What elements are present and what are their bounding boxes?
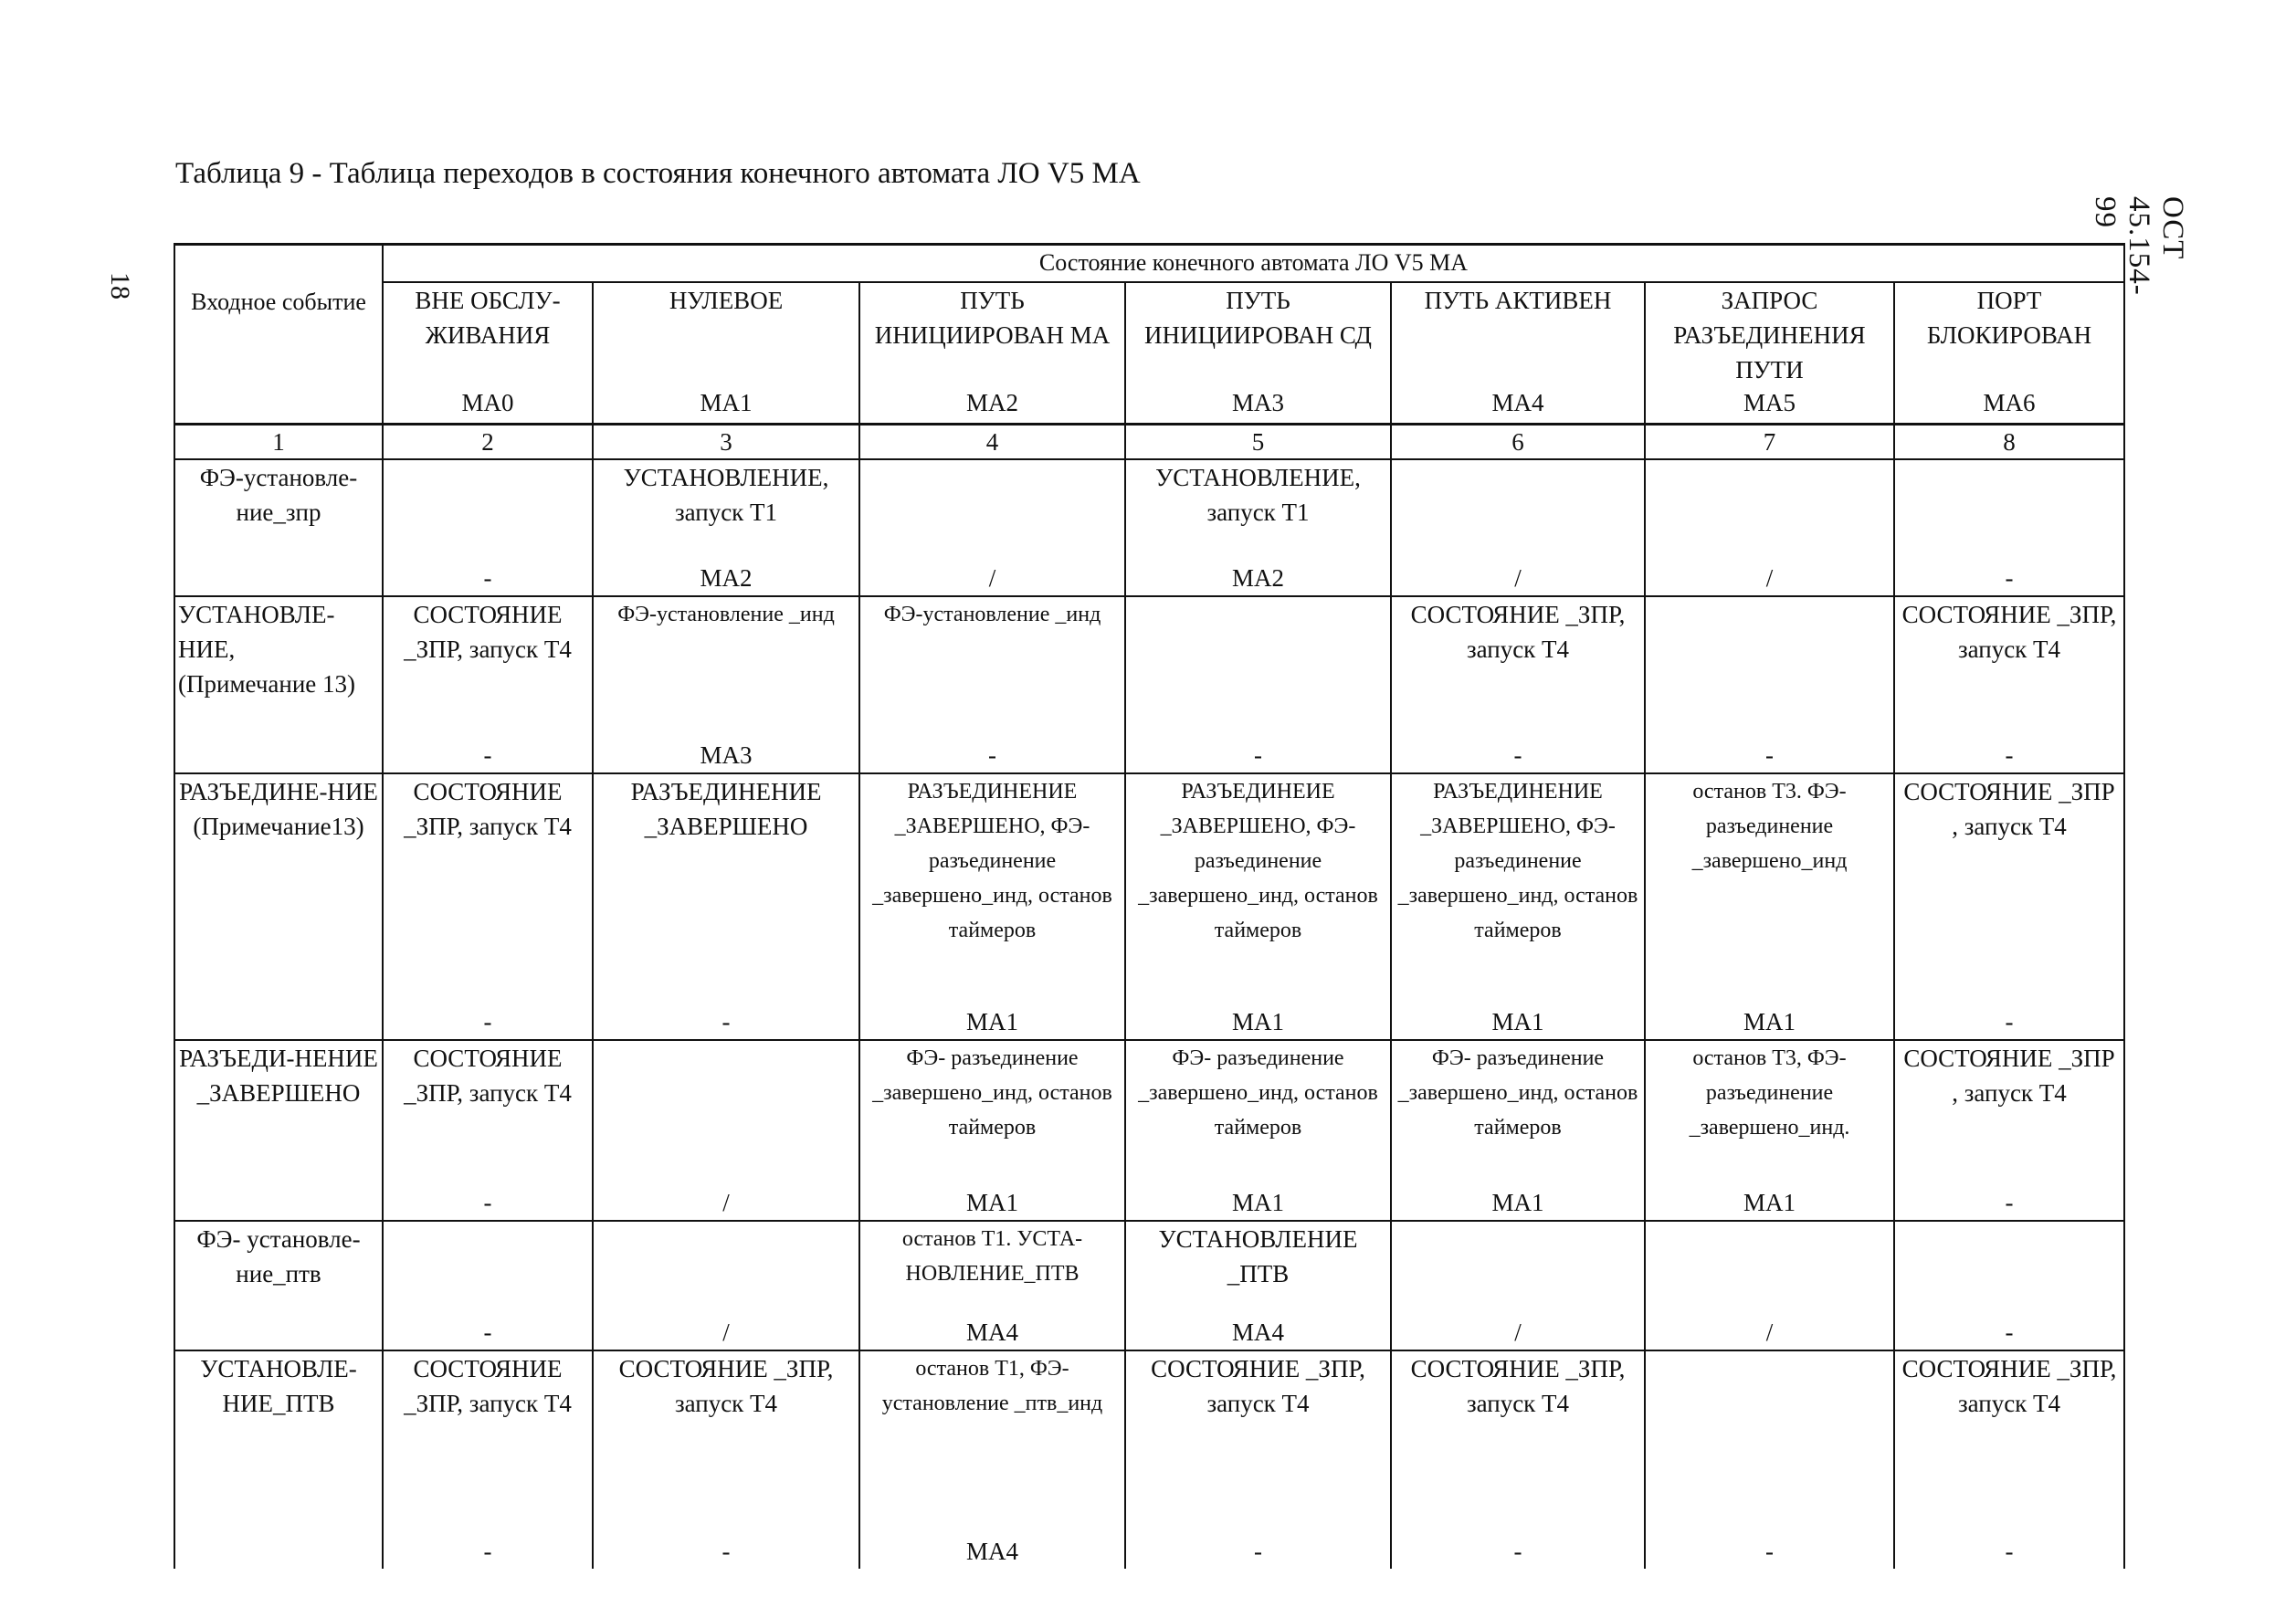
- cell-next-state: -: [1765, 1538, 1774, 1565]
- cell-action: останов Т3. ФЭ- разъединение _завершено_инд: [1691, 780, 1848, 873]
- cell-action: СОСТОЯНИЕ _ЗПР, запуск Т4: [404, 1045, 572, 1107]
- input-event: УСТАНОВЛЕ-НИЕ, (Примечание 13): [174, 596, 383, 773]
- transition-cell: [1125, 773, 1391, 1040]
- cell-action: останов Т3, ФЭ-разъединение _завершено_инд.: [1689, 1046, 1850, 1140]
- transition-cell: [1125, 596, 1391, 773]
- transition-cell: [1645, 1221, 1894, 1350]
- cell-next-state: МА1: [1491, 1189, 1544, 1216]
- cell-next-state: -: [483, 741, 492, 769]
- table-row: [174, 1350, 2124, 1569]
- transition-cell: [859, 1221, 1125, 1350]
- cell-action: УСТАНОВЛЕНИЕ, запуск Т1: [623, 464, 829, 526]
- column-number: 3: [593, 425, 859, 460]
- cell-next-state: -: [1765, 741, 1774, 769]
- state-title: НУЛЕВОЕ: [669, 286, 784, 314]
- cell-next-state: -: [721, 1008, 731, 1035]
- cell-next-state: МА1: [1743, 1008, 1796, 1035]
- cell-next-state: -: [1513, 741, 1522, 769]
- cell-action: останов Т1. УСТА-НОВЛЕНИЕ_ПТВ: [901, 1227, 1083, 1286]
- transition-cell: [1645, 1040, 1894, 1221]
- cell-action: РАЗЪЕДИНЕНИЕ _ЗАВЕРШЕНО, ФЭ- разъединение _завершено_инд, останов таймеров: [1397, 780, 1638, 942]
- cell-next-state: МА3: [700, 741, 753, 769]
- state-column-header: [1645, 282, 1894, 425]
- table-row: [174, 773, 2124, 1040]
- state-column-header: [593, 282, 859, 425]
- transition-table: [174, 243, 2125, 1569]
- transition-cell: [593, 596, 859, 773]
- cell-action: СОСТОЯНИЕ _ЗПР, запуск Т4: [1901, 1355, 2117, 1417]
- transition-cell: [859, 459, 1125, 596]
- transition-cell: [593, 1040, 859, 1221]
- cell-next-state: /: [1514, 564, 1522, 592]
- cell-action: останов Т1, ФЭ-установление _птв_инд: [881, 1357, 1103, 1415]
- transition-cell: [593, 773, 859, 1040]
- cell-next-state: -: [988, 741, 996, 769]
- cell-action: ФЭ- разъединение _завершено_инд, останов таймеров: [1138, 1046, 1378, 1140]
- cell-action: СОСТОЯНИЕ _ЗПР, запуск Т4: [404, 1355, 572, 1417]
- transition-cell: [1391, 1221, 1645, 1350]
- cell-action: СОСТОЯНИЕ _ЗПР , запуск Т4: [1903, 778, 2115, 840]
- state-title: ПОРТ БЛОКИРОВАН: [1926, 286, 2092, 349]
- cell-next-state: /: [1765, 564, 1774, 592]
- state-code: МА5: [1743, 388, 1796, 416]
- transition-cell: [1645, 1350, 1894, 1569]
- cell-next-state: /: [1514, 1319, 1522, 1346]
- transition-cell: [1391, 1040, 1645, 1221]
- cell-next-state: МА4: [965, 1319, 1018, 1346]
- cell-next-state: -: [483, 1319, 492, 1346]
- transition-cell: [593, 459, 859, 596]
- transition-cell: [1894, 1040, 2124, 1221]
- transition-cell: [1894, 459, 2124, 596]
- transition-cell: [383, 1040, 593, 1221]
- transition-cell: [859, 1040, 1125, 1221]
- cell-next-state: -: [2005, 1189, 2014, 1216]
- state-column-header: [383, 282, 593, 425]
- cell-action: СОСТОЯНИЕ _ЗПР, запуск Т4: [1410, 1355, 1626, 1417]
- input-event-header: Входное событие: [174, 245, 383, 425]
- input-event: ФЭ-установле-ние_зпр: [174, 459, 383, 596]
- column-number: 5: [1125, 425, 1391, 460]
- table-row: [174, 1040, 2124, 1221]
- transition-cell: [1391, 773, 1645, 1040]
- transition-cell: [859, 773, 1125, 1040]
- cell-next-state: МА1: [1491, 1008, 1544, 1035]
- cell-next-state: -: [2005, 1319, 2014, 1346]
- cell-next-state: -: [483, 564, 492, 592]
- transition-cell: [593, 1221, 859, 1350]
- state-title: ПУТЬ ИНИЦИИРОВАН СД: [1144, 286, 1372, 349]
- cell-next-state: -: [483, 1538, 492, 1565]
- table-row: [174, 459, 2124, 596]
- cell-next-state: -: [721, 1538, 731, 1565]
- cell-action: СОСТОЯНИЕ _ЗПР, запуск Т4: [1901, 601, 2117, 663]
- transition-cell: [1125, 1040, 1391, 1221]
- transition-cell: [1645, 459, 1894, 596]
- input-event: ФЭ- установле-ние_птв: [174, 1221, 383, 1350]
- cell-next-state: /: [988, 564, 996, 592]
- transition-cell: [383, 773, 593, 1040]
- cell-next-state: -: [1254, 741, 1262, 769]
- column-number: 4: [859, 425, 1125, 460]
- cell-action: РАЗЪЕДИНЕНИЕ _ЗАВЕРШЕНО, ФЭ-разъединение _завершено_инд, останов таймеров: [872, 780, 1112, 942]
- states-header: Состояние конечного автомата ЛО V5 МА: [383, 245, 2124, 282]
- transition-cell: [1645, 596, 1894, 773]
- state-title: ПУТЬ ИНИЦИИРОВАН МА: [874, 286, 1111, 349]
- transition-cell: [383, 1350, 593, 1569]
- state-code: МА6: [1983, 388, 2036, 416]
- state-column-header: [1894, 282, 2124, 425]
- input-event: УСТАНОВЛЕ-НИЕ_ПТВ: [174, 1350, 383, 1569]
- cell-action: СОСТОЯНИЕ _ЗПР, запуск Т4: [618, 1355, 834, 1417]
- cell-action: ФЭ- разъединение _завершено_инд, останов таймеров: [872, 1046, 1112, 1140]
- table-caption: Таблица 9 - Таблица переходов в состояния конечного автомата ЛО V5 МА: [175, 157, 1141, 190]
- transition-cell: [383, 459, 593, 596]
- cell-action: СОСТОЯНИЕ _ЗПР, запуск Т4: [1410, 601, 1626, 663]
- cell-action: РАЗЪЕДИНЕНИЕ _ЗАВЕРШЕНО: [630, 778, 822, 840]
- transition-cell: [1894, 596, 2124, 773]
- cell-action: ФЭ-установление _инд: [617, 603, 835, 626]
- cell-next-state: -: [2005, 564, 2014, 592]
- document-code: ОСТ 45.154-99: [2089, 196, 2189, 296]
- cell-next-state: МА4: [1231, 1319, 1284, 1346]
- cell-next-state: -: [483, 1189, 492, 1216]
- cell-next-state: МА1: [1231, 1189, 1284, 1216]
- column-number: 7: [1645, 425, 1894, 460]
- transition-cell: [1645, 773, 1894, 1040]
- state-title: ПУТЬ АКТИВЕН: [1424, 286, 1612, 314]
- input-event: РАЗЪЕДИНЕ-НИЕ (Примечание13): [174, 773, 383, 1040]
- state-column-header: [1125, 282, 1391, 425]
- cell-action: УСТАНОВЛЕНИЕ, запуск Т1: [1155, 464, 1361, 526]
- cell-action: УСТАНОВЛЕНИЕ _ПТВ: [1158, 1225, 1358, 1287]
- transition-cell: [1125, 459, 1391, 596]
- column-number: 2: [383, 425, 593, 460]
- cell-next-state: -: [2005, 1538, 2014, 1565]
- cell-next-state: -: [483, 1008, 492, 1035]
- transition-cell: [1125, 1350, 1391, 1569]
- cell-action: ФЭ-установление _инд: [883, 603, 1101, 626]
- transition-cell: [1391, 459, 1645, 596]
- cell-next-state: МА2: [1231, 564, 1284, 592]
- state-title: ЗАПРОС РАЗЪЕДИНЕНИЯ ПУТИ: [1673, 286, 1866, 383]
- cell-action: ФЭ- разъединение _завершено_инд, останов таймеров: [1397, 1046, 1638, 1140]
- column-number: 8: [1894, 425, 2124, 460]
- column-number: 6: [1391, 425, 1645, 460]
- transition-cell: [859, 1350, 1125, 1569]
- cell-next-state: -: [2005, 1008, 2014, 1035]
- table-row: [174, 596, 2124, 773]
- transition-cell: [1894, 1221, 2124, 1350]
- state-code: МА0: [461, 388, 514, 416]
- cell-next-state: МА1: [1743, 1189, 1796, 1216]
- cell-next-state: -: [1254, 1538, 1262, 1565]
- cell-next-state: -: [1513, 1538, 1522, 1565]
- cell-action: СОСТОЯНИЕ _ЗПР, запуск Т4: [404, 601, 572, 663]
- state-code: МА3: [1231, 388, 1284, 416]
- cell-next-state: МА1: [1231, 1008, 1284, 1035]
- input-event: РАЗЪЕДИ-НЕНИЕ _ЗАВЕРШЕНО: [174, 1040, 383, 1221]
- transition-cell: [593, 1350, 859, 1569]
- cell-next-state: -: [2005, 741, 2014, 769]
- state-code: МА4: [1491, 388, 1544, 416]
- transition-cell: [383, 596, 593, 773]
- transition-cell: [1391, 1350, 1645, 1569]
- table-row: [174, 1221, 2124, 1350]
- cell-action: СОСТОЯНИЕ _ЗПР, запуск Т4: [404, 778, 572, 840]
- cell-action: СОСТОЯНИЕ _ЗПР, запуск Т4: [1151, 1355, 1365, 1417]
- cell-action: СОСТОЯНИЕ _ЗПР , запуск Т4: [1903, 1045, 2115, 1107]
- transition-cell: [1894, 1350, 2124, 1569]
- state-code: МА1: [700, 388, 753, 416]
- state-column-header: [1391, 282, 1645, 425]
- transition-cell: [859, 596, 1125, 773]
- cell-next-state: МА4: [965, 1538, 1018, 1565]
- cell-action: РАЗЪЕДИНЕИЕ _ЗАВЕРШЕНО, ФЭ- разъединение _завершено_инд, останов таймеров: [1138, 780, 1378, 942]
- state-title: ВНЕ ОБСЛУ-ЖИВАНИЯ: [415, 286, 561, 349]
- cell-next-state: МА1: [965, 1008, 1018, 1035]
- cell-next-state: /: [722, 1189, 730, 1216]
- cell-next-state: /: [1765, 1319, 1774, 1346]
- cell-next-state: МА2: [700, 564, 753, 592]
- transition-cell: [1125, 1221, 1391, 1350]
- state-code: МА2: [965, 388, 1018, 416]
- page-number: 18: [105, 272, 135, 299]
- state-column-header: [859, 282, 1125, 425]
- column-number: 1: [174, 425, 383, 460]
- transition-cell: [1894, 773, 2124, 1040]
- cell-next-state: МА1: [965, 1189, 1018, 1216]
- cell-next-state: /: [722, 1319, 730, 1346]
- transition-cell: [1391, 596, 1645, 773]
- transition-cell: [383, 1221, 593, 1350]
